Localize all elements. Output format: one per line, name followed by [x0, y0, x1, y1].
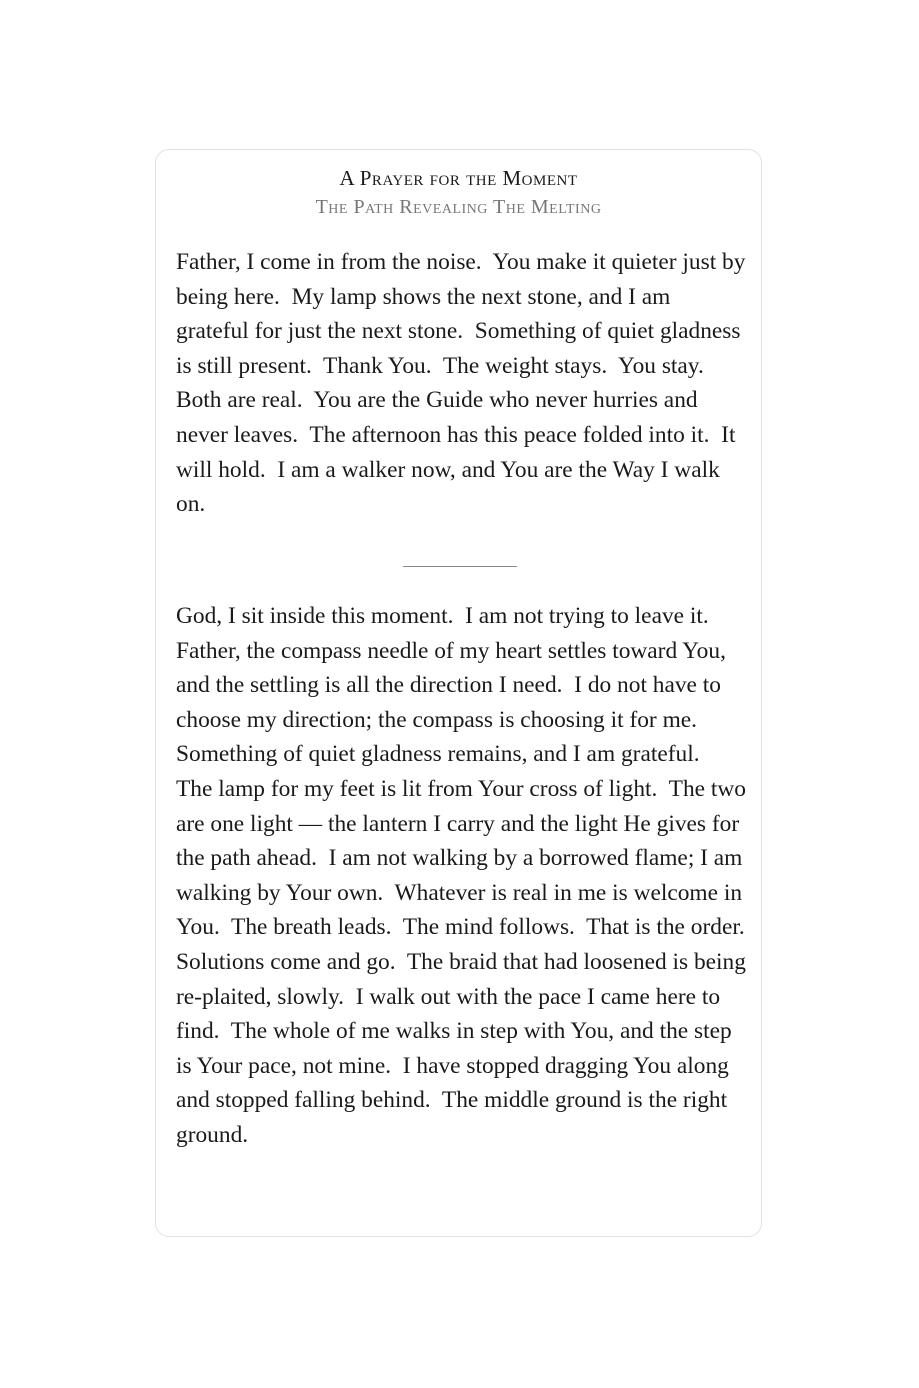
section-divider: [403, 566, 517, 567]
prayer-card: [155, 149, 762, 1237]
prayer-title: A Prayer for the Moment: [339, 166, 578, 190]
prayer-paragraph-2: God, I sit inside this moment. I am not trying to leave it. Father, the compass needle of my heart settles toward You, and the settling is all the direction I need. I do not have to choose my direction; the compass is choosing it for me. Something of quiet gladness remains, and I am grateful. The lamp for my feet is lit from Your cross of light. The two are one light — the lantern I carry and the light He gives for the path ahead. I am not walking by a borrowed flame; I am walking by Your own. Whatever is real in me is welcome in You. The breath leads. The mind follows. That is the order. Solutions come and go. The braid that had loosened is being re-plaited, slowly. I walk out with the pace I came here to find. The whole of me walks in step with You, and the step is Your pace, not mine. I have stopped dragging You along and stopped falling behind. The middle ground is the right ground.: [176, 603, 757, 1148]
prayer-subtitle: The Path Revealing The Melting: [315, 196, 602, 218]
prayer-paragraph-1: Father, I come in from the noise. You make it quieter just by being here. My lamp shows the next stone, and I am grateful for just the next stone. Something of quiet gladness is still present. Thank You. The weight stays. You stay. Both are real. You are the Guide who never hurries and never leaves. The afternoon has this peace folded into it. It will hold. I am a walker now, and You are the Way I walk on.: [176, 249, 752, 518]
